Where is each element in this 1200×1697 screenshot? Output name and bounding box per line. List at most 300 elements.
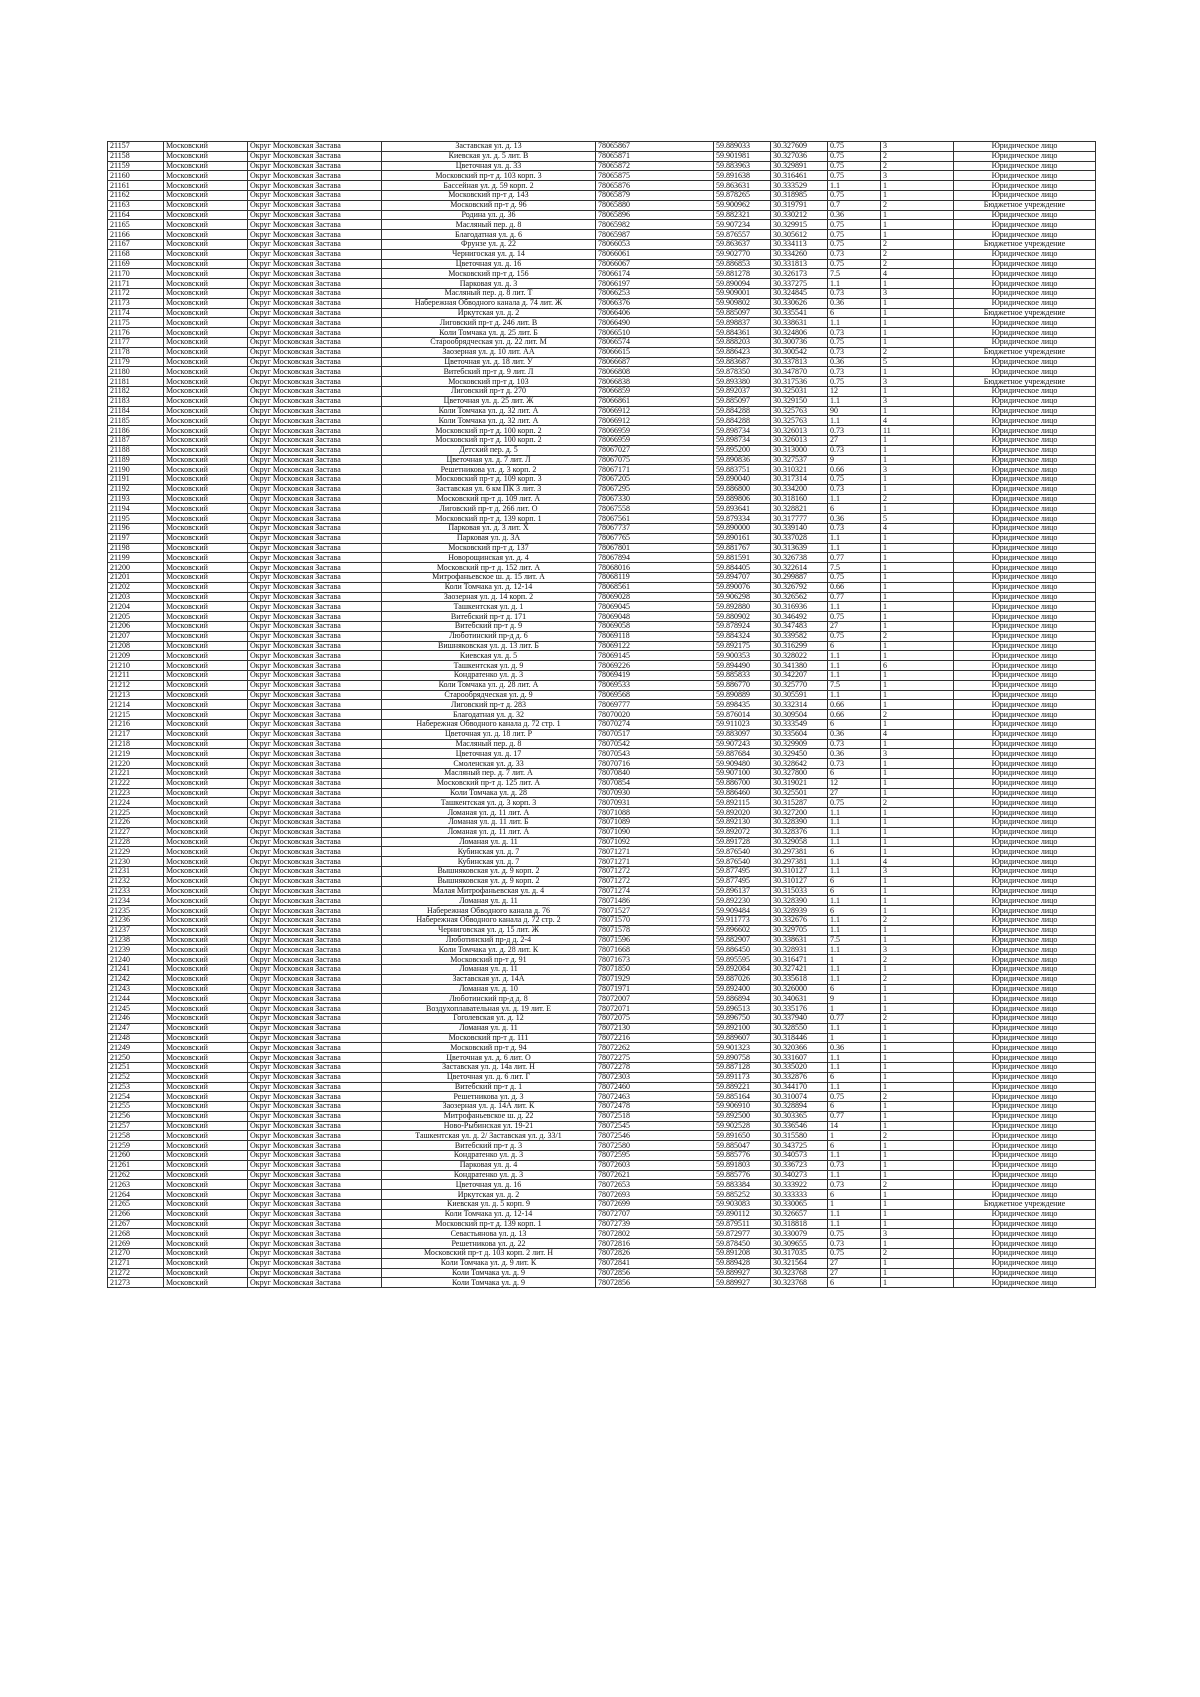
record-number-cell: 21250: [108, 1053, 164, 1063]
owner-type-cell: Юридическое лицо: [954, 1141, 1096, 1151]
district-cell: Московский: [164, 347, 248, 357]
municipal-okrug-cell: Округ Московская Застава: [248, 142, 382, 152]
container-count-cell: 1: [881, 367, 954, 377]
longitude-cell: 30.343725: [771, 1141, 828, 1151]
container-count-cell: 1: [881, 455, 954, 465]
container-volume-cell: 1.1: [828, 1053, 881, 1063]
owner-type-cell: Юридическое лицо: [954, 553, 1096, 563]
record-number-cell: 21175: [108, 318, 164, 328]
record-number-cell: 21207: [108, 631, 164, 641]
object-code-cell: 78072595: [596, 1151, 714, 1161]
district-cell: Московский: [164, 1102, 248, 1112]
table-row: [108, 181, 1096, 191]
municipal-okrug-cell: Округ Московская Застава: [248, 641, 382, 651]
container-volume-cell: 7.5: [828, 680, 881, 690]
container-volume-cell: 1.1: [828, 661, 881, 671]
object-code-cell: 78068119: [596, 573, 714, 583]
address-cell: Московский пр-т д. 91: [382, 955, 596, 965]
object-code-cell: 78065896: [596, 210, 714, 220]
municipal-okrug-cell: Округ Московская Застава: [248, 710, 382, 720]
municipal-okrug-cell: Округ Московская Застава: [248, 573, 382, 583]
table-row: [108, 1170, 1096, 1180]
table-row: [108, 200, 1096, 210]
owner-type-cell: Юридическое лицо: [954, 710, 1096, 720]
owner-type-cell: Юридическое лицо: [954, 817, 1096, 827]
container-volume-cell: 0.73: [828, 484, 881, 494]
district-cell: Московский: [164, 484, 248, 494]
container-count-cell: 2: [881, 239, 954, 249]
container-volume-cell: 0.75: [828, 259, 881, 269]
container-count-cell: 1: [881, 308, 954, 318]
container-volume-cell: 1.1: [828, 827, 881, 837]
address-cell: Московский пр-т д. 156: [382, 269, 596, 279]
address-cell: Парковая ул. д. 3: [382, 279, 596, 289]
address-cell: Заозерная ул. д. 10 лит. АА: [382, 347, 596, 357]
longitude-cell: 30.297381: [771, 847, 828, 857]
container-count-cell: 1: [881, 671, 954, 681]
object-code-cell: 78072653: [596, 1180, 714, 1190]
address-cell: Парковая ул. д. 3 лит. Х: [382, 524, 596, 534]
container-volume-cell: 6: [828, 769, 881, 779]
address-cell: Витебский пр-т д. 3: [382, 1141, 596, 1151]
address-cell: Цветочная ул. д. 25 лит. Ж: [382, 396, 596, 406]
latitude-cell: 59.898837: [714, 318, 771, 328]
district-cell: Московский: [164, 563, 248, 573]
longitude-cell: 30.320366: [771, 1043, 828, 1053]
object-code-cell: 78066959: [596, 426, 714, 436]
latitude-cell: 59.863637: [714, 239, 771, 249]
longitude-cell: 30.319791: [771, 200, 828, 210]
address-cell: Севастьянова ул. д. 13: [382, 1229, 596, 1239]
container-count-cell: 3: [881, 171, 954, 181]
container-volume-cell: 9: [828, 994, 881, 1004]
object-code-cell: 78071971: [596, 984, 714, 994]
table-row: [108, 1072, 1096, 1082]
owner-type-cell: Юридическое лицо: [954, 1092, 1096, 1102]
municipal-okrug-cell: Округ Московская Застава: [248, 298, 382, 308]
longitude-cell: 30.337028: [771, 533, 828, 543]
record-number-cell: 21259: [108, 1141, 164, 1151]
owner-type-cell: Юридическое лицо: [954, 1013, 1096, 1023]
record-number-cell: 21205: [108, 612, 164, 622]
container-count-cell: 1: [881, 1141, 954, 1151]
district-cell: Московский: [164, 357, 248, 367]
record-number-cell: 21271: [108, 1258, 164, 1268]
container-volume-cell: 0.75: [828, 337, 881, 347]
container-count-cell: 1: [881, 1043, 954, 1053]
latitude-cell: 59.885097: [714, 396, 771, 406]
district-cell: Московский: [164, 377, 248, 387]
container-count-cell: 1: [881, 1111, 954, 1121]
owner-type-cell: Юридическое лицо: [954, 269, 1096, 279]
container-volume-cell: 0.75: [828, 631, 881, 641]
container-volume-cell: 1.1: [828, 866, 881, 876]
district-cell: Московский: [164, 592, 248, 602]
record-number-cell: 21241: [108, 964, 164, 974]
container-volume-cell: 12: [828, 778, 881, 788]
longitude-cell: 30.325763: [771, 406, 828, 416]
object-code-cell: 78067561: [596, 514, 714, 524]
container-count-cell: 1: [881, 739, 954, 749]
container-count-cell: 1: [881, 886, 954, 896]
latitude-cell: 59.886800: [714, 484, 771, 494]
container-volume-cell: 1.1: [828, 945, 881, 955]
district-cell: Московский: [164, 651, 248, 661]
longitude-cell: 30.328390: [771, 817, 828, 827]
longitude-cell: 30.329915: [771, 220, 828, 230]
address-cell: Гоголевская ул. д. 12: [382, 1013, 596, 1023]
address-cell: Коли Томчака ул. д. 32 лит. А: [382, 406, 596, 416]
record-number-cell: 21193: [108, 494, 164, 504]
latitude-cell: 59.907100: [714, 769, 771, 779]
longitude-cell: 30.327800: [771, 769, 828, 779]
container-count-cell: 2: [881, 915, 954, 925]
owner-type-cell: Юридическое лицо: [954, 210, 1096, 220]
longitude-cell: 30.317314: [771, 475, 828, 485]
municipal-okrug-cell: Округ Московская Застава: [248, 876, 382, 886]
latitude-cell: 59.888203: [714, 337, 771, 347]
container-count-cell: 1: [881, 406, 954, 416]
address-cell: Вышняковская ул. д. 9 корп. 2: [382, 876, 596, 886]
municipal-okrug-cell: Округ Московская Застава: [248, 1131, 382, 1141]
address-cell: Московский пр-т д. 96: [382, 200, 596, 210]
container-count-cell: 1: [881, 1062, 954, 1072]
container-count-cell: 5: [881, 514, 954, 524]
latitude-cell: 59.892880: [714, 602, 771, 612]
municipal-okrug-cell: Округ Московская Застава: [248, 190, 382, 200]
municipal-okrug-cell: Округ Московская Застава: [248, 308, 382, 318]
container-count-cell: 6: [881, 661, 954, 671]
table-row: [108, 367, 1096, 377]
owner-type-cell: Юридическое лицо: [954, 798, 1096, 808]
container-volume-cell: 1.1: [828, 690, 881, 700]
owner-type-cell: Юридическое лицо: [954, 1278, 1096, 1288]
table-row: [108, 935, 1096, 945]
owner-type-cell: Юридическое лицо: [954, 866, 1096, 876]
container-count-cell: 4: [881, 729, 954, 739]
container-volume-cell: 14: [828, 1121, 881, 1131]
owner-type-cell: Бюджетное учреждение: [954, 1200, 1096, 1210]
container-count-cell: 3: [881, 142, 954, 152]
object-code-cell: 78066061: [596, 249, 714, 259]
container-count-cell: 1: [881, 1160, 954, 1170]
record-number-cell: 21214: [108, 700, 164, 710]
record-number-cell: 21174: [108, 308, 164, 318]
district-cell: Московский: [164, 1004, 248, 1014]
container-count-cell: 1: [881, 190, 954, 200]
object-code-cell: 78069028: [596, 592, 714, 602]
address-cell: Масляный пер. д. 8 лит. Т: [382, 288, 596, 298]
container-volume-cell: 27: [828, 622, 881, 632]
container-count-cell: 1: [881, 1082, 954, 1092]
latitude-cell: 59.885047: [714, 1141, 771, 1151]
container-count-cell: 2: [881, 200, 954, 210]
container-count-cell: 2: [881, 955, 954, 965]
record-number-cell: 21166: [108, 230, 164, 240]
latitude-cell: 59.883384: [714, 1180, 771, 1190]
district-cell: Московский: [164, 1190, 248, 1200]
owner-type-cell: Юридическое лицо: [954, 504, 1096, 514]
address-cell: Ново-Рыбинская ул. 19-21: [382, 1121, 596, 1131]
address-cell: Витебский пр-т д. 9 лит. Л: [382, 367, 596, 377]
container-count-cell: 2: [881, 347, 954, 357]
record-number-cell: 21238: [108, 935, 164, 945]
longitude-cell: 30.303365: [771, 1111, 828, 1121]
owner-type-cell: Юридическое лицо: [954, 416, 1096, 426]
latitude-cell: 59.880902: [714, 612, 771, 622]
longitude-cell: 30.310127: [771, 866, 828, 876]
district-cell: Московский: [164, 1219, 248, 1229]
municipal-okrug-cell: Округ Московская Застава: [248, 847, 382, 857]
district-cell: Московский: [164, 994, 248, 1004]
municipal-okrug-cell: Округ Московская Застава: [248, 1004, 382, 1014]
municipal-okrug-cell: Округ Московская Застава: [248, 269, 382, 279]
container-count-cell: 1: [881, 181, 954, 191]
longitude-cell: 30.323768: [771, 1278, 828, 1288]
longitude-cell: 30.326000: [771, 984, 828, 994]
container-volume-cell: 0.75: [828, 612, 881, 622]
longitude-cell: 30.317536: [771, 377, 828, 387]
container-volume-cell: 0.77: [828, 553, 881, 563]
table-row: [108, 896, 1096, 906]
container-count-cell: 1: [881, 582, 954, 592]
table-row: [108, 1180, 1096, 1190]
owner-type-cell: Юридическое лицо: [954, 543, 1096, 553]
address-cell: Московский пр-т д. 100 корп. 2: [382, 426, 596, 436]
owner-type-cell: Юридическое лицо: [954, 847, 1096, 857]
address-cell: Благодатная ул. д. 32: [382, 710, 596, 720]
latitude-cell: 59.889927: [714, 1268, 771, 1278]
address-cell: Коли Томчака ул. д. 32 лит. А: [382, 416, 596, 426]
address-cell: Цветочная ул. д. 33: [382, 161, 596, 171]
record-number-cell: 21218: [108, 739, 164, 749]
district-cell: Московский: [164, 1121, 248, 1131]
table-row: [108, 837, 1096, 847]
address-cell: Ломаная ул. д. 10: [382, 984, 596, 994]
container-count-cell: 3: [881, 1229, 954, 1239]
object-code-cell: 78071274: [596, 886, 714, 896]
object-code-cell: 78070274: [596, 720, 714, 730]
record-number-cell: 21201: [108, 573, 164, 583]
record-number-cell: 21247: [108, 1023, 164, 1033]
latitude-cell: 59.890000: [714, 524, 771, 534]
record-number-cell: 21162: [108, 190, 164, 200]
object-code-cell: 78066859: [596, 386, 714, 396]
district-cell: Московский: [164, 416, 248, 426]
record-number-cell: 21237: [108, 925, 164, 935]
container-volume-cell: 1.1: [828, 1209, 881, 1219]
owner-type-cell: Юридическое лицо: [954, 720, 1096, 730]
object-code-cell: 78066959: [596, 435, 714, 445]
district-cell: Московский: [164, 142, 248, 152]
owner-type-cell: Юридическое лицо: [954, 249, 1096, 259]
longitude-cell: 30.325770: [771, 680, 828, 690]
record-number-cell: 21256: [108, 1111, 164, 1121]
object-code-cell: 78067205: [596, 475, 714, 485]
district-cell: Московский: [164, 504, 248, 514]
table-row: [108, 259, 1096, 269]
container-count-cell: 1: [881, 1258, 954, 1268]
municipal-okrug-cell: Округ Московская Застава: [248, 1249, 382, 1259]
latitude-cell: 59.893641: [714, 504, 771, 514]
container-count-cell: 1: [881, 592, 954, 602]
longitude-cell: 30.315287: [771, 798, 828, 808]
container-count-cell: 1: [881, 220, 954, 230]
district-cell: Московский: [164, 769, 248, 779]
table-row: [108, 337, 1096, 347]
latitude-cell: 59.902770: [714, 249, 771, 259]
container-count-cell: 2: [881, 710, 954, 720]
object-code-cell: 78072802: [596, 1229, 714, 1239]
table-row: [108, 445, 1096, 455]
record-number-cell: 21232: [108, 876, 164, 886]
owner-type-cell: Юридическое лицо: [954, 1062, 1096, 1072]
address-cell: Ломаная ул. д. 11: [382, 837, 596, 847]
latitude-cell: 59.885164: [714, 1092, 771, 1102]
object-code-cell: 78067765: [596, 533, 714, 543]
municipal-okrug-cell: Округ Московская Застава: [248, 788, 382, 798]
longitude-cell: 30.326173: [771, 269, 828, 279]
container-count-cell: 1: [881, 230, 954, 240]
object-code-cell: 78067171: [596, 465, 714, 475]
district-cell: Московский: [164, 680, 248, 690]
container-count-cell: 1: [881, 680, 954, 690]
longitude-cell: 30.336723: [771, 1160, 828, 1170]
record-number-cell: 21251: [108, 1062, 164, 1072]
object-code-cell: 78067737: [596, 524, 714, 534]
owner-type-cell: Юридическое лицо: [954, 1131, 1096, 1141]
owner-type-cell: Юридическое лицо: [954, 925, 1096, 935]
container-count-cell: 1: [881, 1209, 954, 1219]
container-volume-cell: 6: [828, 720, 881, 730]
address-cell: Коли Томчака ул. д. 28 лит. К: [382, 945, 596, 955]
district-cell: Московский: [164, 181, 248, 191]
record-number-cell: 21189: [108, 455, 164, 465]
district-cell: Московский: [164, 426, 248, 436]
district-cell: Московский: [164, 866, 248, 876]
table-row: [108, 622, 1096, 632]
container-volume-cell: 0.75: [828, 798, 881, 808]
address-cell: Московский пр-т д. 94: [382, 1043, 596, 1053]
district-cell: Московский: [164, 259, 248, 269]
latitude-cell: 59.878450: [714, 1239, 771, 1249]
district-cell: Московский: [164, 1239, 248, 1249]
municipal-okrug-cell: Округ Московская Застава: [248, 906, 382, 916]
object-code-cell: 78071578: [596, 925, 714, 935]
municipal-okrug-cell: Округ Московская Застава: [248, 974, 382, 984]
longitude-cell: 30.332314: [771, 700, 828, 710]
object-code-cell: 78066253: [596, 288, 714, 298]
latitude-cell: 59.877495: [714, 876, 771, 886]
district-cell: Московский: [164, 876, 248, 886]
table-row: [108, 1102, 1096, 1112]
latitude-cell: 59.892020: [714, 808, 771, 818]
table-row: [108, 220, 1096, 230]
container-volume-cell: 0.75: [828, 161, 881, 171]
container-volume-cell: 0.75: [828, 1092, 881, 1102]
longitude-cell: 30.328821: [771, 504, 828, 514]
latitude-cell: 59.890889: [714, 690, 771, 700]
container-volume-cell: 1.1: [828, 817, 881, 827]
table-row: [108, 866, 1096, 876]
record-number-cell: 21239: [108, 945, 164, 955]
record-number-cell: 21267: [108, 1219, 164, 1229]
object-code-cell: 78072463: [596, 1092, 714, 1102]
record-number-cell: 21204: [108, 602, 164, 612]
table-row: [108, 612, 1096, 622]
district-cell: Московский: [164, 1200, 248, 1210]
municipal-okrug-cell: Округ Московская Застава: [248, 494, 382, 504]
longitude-cell: 30.341380: [771, 661, 828, 671]
object-code-cell: 78066053: [596, 239, 714, 249]
object-code-cell: 78072856: [596, 1278, 714, 1288]
record-number-cell: 21255: [108, 1102, 164, 1112]
container-volume-cell: 0.75: [828, 1249, 881, 1259]
longitude-cell: 30.326792: [771, 582, 828, 592]
owner-type-cell: Юридическое лицо: [954, 690, 1096, 700]
record-number-cell: 21263: [108, 1180, 164, 1190]
record-number-cell: 21229: [108, 847, 164, 857]
container-volume-cell: 1.1: [828, 974, 881, 984]
latitude-cell: 59.883097: [714, 729, 771, 739]
record-number-cell: 21177: [108, 337, 164, 347]
municipal-okrug-cell: Округ Московская Застава: [248, 181, 382, 191]
owner-type-cell: Юридическое лицо: [954, 279, 1096, 289]
longitude-cell: 30.315033: [771, 886, 828, 896]
longitude-cell: 30.338631: [771, 318, 828, 328]
longitude-cell: 30.330065: [771, 1200, 828, 1210]
table-row: [108, 1249, 1096, 1259]
municipal-okrug-cell: Округ Московская Застава: [248, 994, 382, 1004]
district-cell: Московский: [164, 925, 248, 935]
address-cell: Московский пр-т д. 103 корп. 2 лит. Н: [382, 1249, 596, 1259]
owner-type-cell: Юридическое лицо: [954, 680, 1096, 690]
record-number-cell: 21226: [108, 817, 164, 827]
latitude-cell: 59.892175: [714, 641, 771, 651]
owner-type-cell: Юридическое лицо: [954, 729, 1096, 739]
owner-type-cell: Юридическое лицо: [954, 220, 1096, 230]
owner-type-cell: Юридическое лицо: [954, 651, 1096, 661]
container-count-cell: 1: [881, 533, 954, 543]
district-cell: Московский: [164, 964, 248, 974]
municipal-okrug-cell: Округ Московская Застава: [248, 1092, 382, 1102]
municipal-okrug-cell: Округ Московская Застава: [248, 1151, 382, 1161]
container-count-cell: 1: [881, 484, 954, 494]
address-cell: Киевская ул. д. 5: [382, 651, 596, 661]
table-row: [108, 249, 1096, 259]
container-volume-cell: 0.73: [828, 1160, 881, 1170]
address-cell: Коли Томчака ул. д. 28 лит. А: [382, 680, 596, 690]
object-code-cell: 78071272: [596, 866, 714, 876]
municipal-okrug-cell: Округ Московская Застава: [248, 367, 382, 377]
latitude-cell: 59.895595: [714, 955, 771, 965]
table-row: [108, 720, 1096, 730]
municipal-okrug-cell: Округ Московская Застава: [248, 318, 382, 328]
longitude-cell: 30.328931: [771, 945, 828, 955]
object-code-cell: 78071271: [596, 857, 714, 867]
municipal-okrug-cell: Округ Московская Застава: [248, 210, 382, 220]
address-cell: Малая Митрофаньевская ул. д. 4: [382, 886, 596, 896]
table-row: [108, 347, 1096, 357]
address-cell: Ломаная ул. д. 11: [382, 896, 596, 906]
record-number-cell: 21265: [108, 1200, 164, 1210]
record-number-cell: 21215: [108, 710, 164, 720]
latitude-cell: 59.884405: [714, 563, 771, 573]
record-number-cell: 21160: [108, 171, 164, 181]
longitude-cell: 30.328390: [771, 896, 828, 906]
address-cell: Решетникова ул. д. 3: [382, 1092, 596, 1102]
address-cell: Киевская ул. д. 5 корп. 9: [382, 1200, 596, 1210]
